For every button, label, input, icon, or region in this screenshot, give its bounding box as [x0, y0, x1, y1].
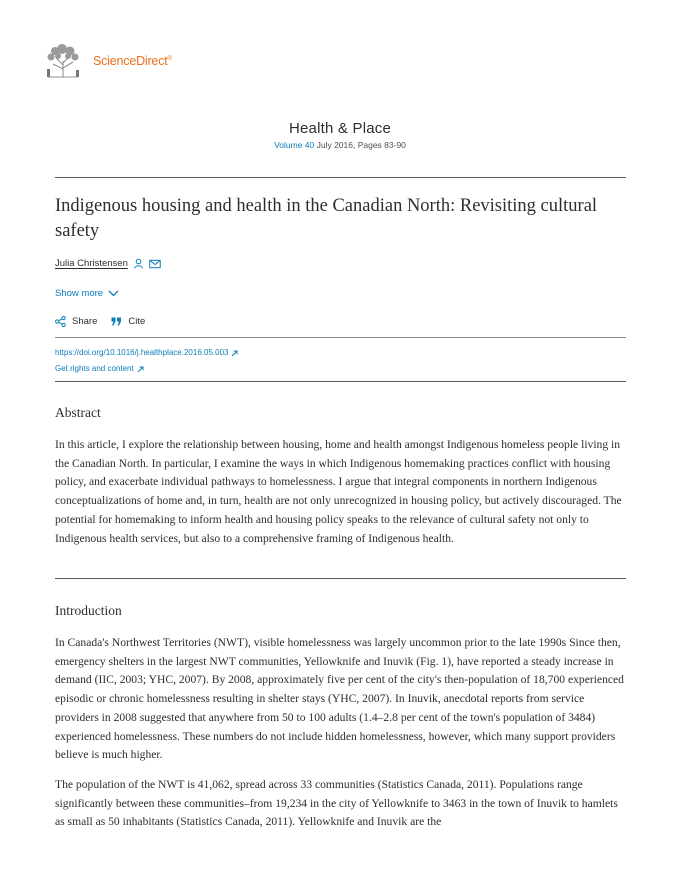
introduction-paragraph-1: In Canada's Northwest Territories (NWT), visible homelessness was largely uncommon prior to the late 1990s Since then, emergency shelters in the largest NWT communities, Yellowknife and Inuvik (Fig. 1), have reported a steady increase in demand (IIC, 2003; YHC, 2007). By 2008, approximately five per cent of the city's then-population of 18,700 experienced episodic or chronic homelessness resulting in shelter stays (YHC, 2007). In Inuvik, anecdotal reports from service providers in 2008 suggested that anywhere from 50 to 100 adults (1.4–2.8 per cent of the town's population of 3484) experienced homelessness. These numbers do not include hidden homelessness, however, which many support providers believe is much higher.	[55, 636, 624, 762]
rights-text: Get rights and content	[55, 364, 134, 373]
external-link-icon	[137, 366, 144, 373]
issue-details: July 2016, Pages 83-90	[314, 140, 406, 150]
elsevier-tree-logo[interactable]	[43, 43, 83, 79]
divider	[55, 177, 626, 178]
abstract-text: In this article, I explore the relationship between housing, home and health amongst Indigenous homeless people living in the Canadian North. In particular, I examine the ways in which Indigenous homemaking practices conflict with housing policy, and exacerbate individual pathways to homelessness. I argue that integral components in northern Indigenous conceptualizations of home and, in turn, health are not only unrecognized in housing policy, but actively discouraged. The potential for homemaking to inform health and housing policy speaks to the relevance of cultural safety not only to Indigenous health services, but also to a comprehensive framing of Indigenous health.	[55, 438, 622, 545]
share-button[interactable]	[55, 316, 97, 327]
article-actions	[55, 316, 159, 327]
show-more-label: Show more	[55, 288, 104, 299]
journal-info	[0, 120, 680, 150]
share-icon	[55, 316, 66, 327]
cite-label: Cite	[128, 316, 146, 327]
person-icon[interactable]	[133, 258, 144, 269]
cite-button[interactable]	[111, 316, 145, 327]
doi-link[interactable]	[55, 345, 238, 361]
chevron-down-icon	[108, 290, 119, 297]
divider	[55, 337, 626, 338]
show-more-button[interactable]	[55, 288, 119, 299]
article-links	[55, 345, 238, 377]
volume-link[interactable]: Volume 40	[274, 140, 315, 150]
introduction-paragraph-2: The population of the NWT is 41,062, spread across 33 communities (Statistics Canada, 2011). Populations range significantly between these communities–from 19,234 in the city of Yellowknife to 3463 in the town of Inuvik to hamlets as small as 50 inhabitants (Statistics Canada, 2011). Yellowknife and Inuvik are the	[55, 778, 618, 829]
sciencedirect-brand[interactable]	[93, 54, 172, 68]
author-row	[55, 258, 161, 269]
brand-name: ScienceDirect	[93, 54, 168, 68]
author-link[interactable]: Julia Christensen	[55, 258, 128, 269]
doi-text: https://doi.org/10.1016/j.healthplace.2016.05.003	[55, 348, 229, 357]
quote-icon	[111, 317, 122, 326]
introduction-heading: Introduction	[55, 603, 122, 618]
email-icon[interactable]	[149, 259, 161, 269]
journal-title[interactable]: Health & Place	[288, 120, 392, 137]
external-link-icon	[231, 350, 238, 357]
abstract-heading: Abstract	[55, 405, 101, 420]
divider	[55, 381, 626, 382]
rights-link[interactable]	[55, 361, 238, 377]
site-header	[43, 43, 172, 79]
divider	[55, 578, 626, 579]
issue-info	[0, 140, 680, 150]
article-title: Indigenous housing and health in the Canadian North: Revisiting cultural safety	[55, 196, 598, 241]
share-label: Share	[72, 316, 98, 327]
brand-mark: ®	[167, 55, 172, 62]
